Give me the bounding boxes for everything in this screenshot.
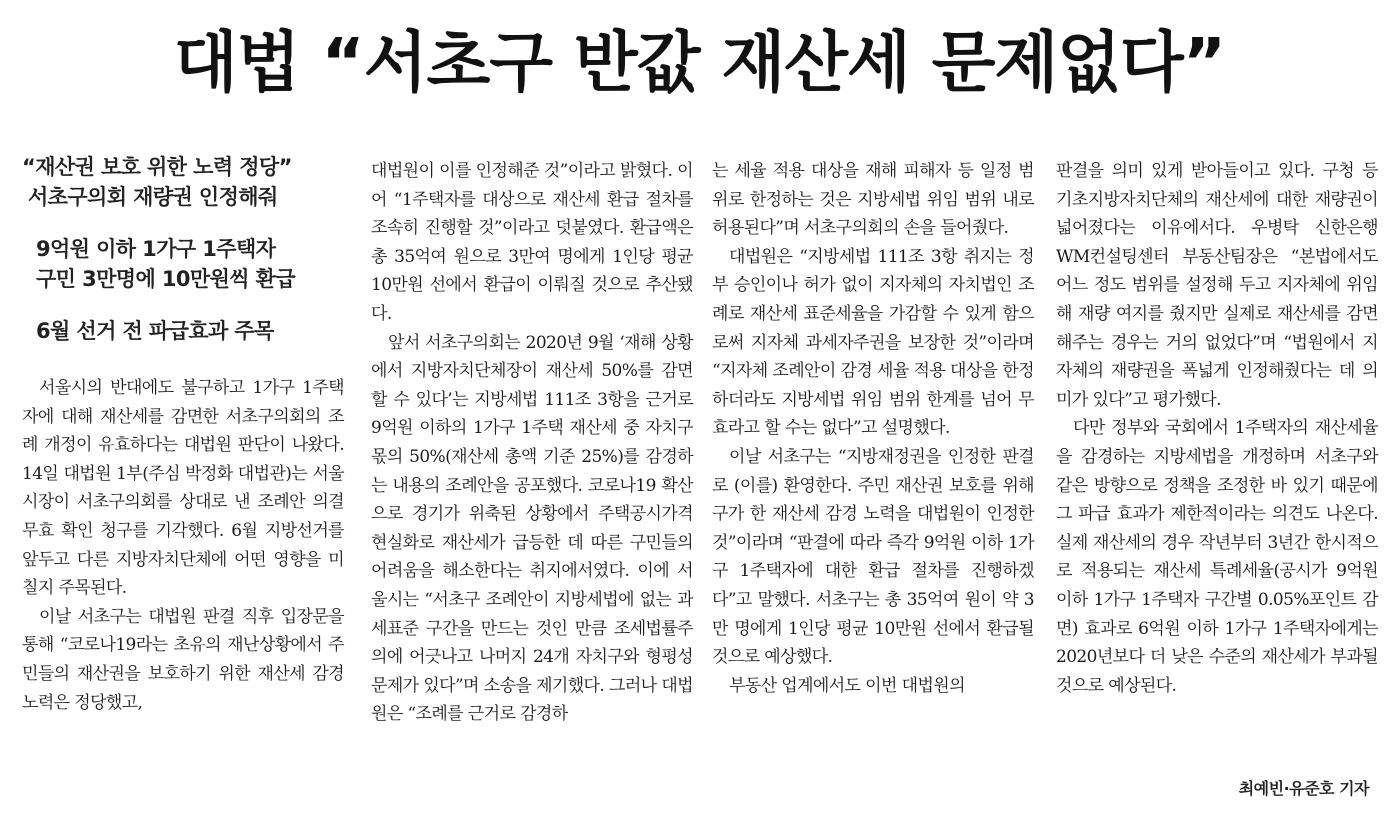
subheadline-1: “재산권 보호 위한 노력 정당” xyxy=(22,155,292,179)
paragraph: 서울시의 반대에도 불구하고 1가구 1주택자에 대해 재산세를 감면한 서초구의회의 조례 개정이 유효하다는 대법원 판단이 나왔다. 14일 대법원 1부(주심 박정화 대법관)는 서울시장이 서초구의회를 상대로 낸 조례안 의결 무효 확인 청구를 기각했다. 6월 지방선거를 앞두고 다른 지방자치단체에 어떤 영향을 미칠지 주목된다. xyxy=(22,378,344,599)
subheadline-5: 6월 선거 전 파급효과 주목 xyxy=(36,319,274,343)
subheadline-2: 서초구의회 재량권 인정해줘 xyxy=(28,185,278,209)
paragraph: 이날 서초구는 “지방재정권을 인정한 판결로 (이를) 환영한다. 주민 재산권 보호를 위해 구가 한 재산세 감경 노력을 대법원이 인정한 것”이라며 “판결에 따라 즉각 9억원 이하 1가구 1주택자에 대한 환급 절차를 진행하겠다”고 말했다. 서초구는 총 35억여 원이 약 3만 명에게 1인당 평균 10만원 선에서 환급될 것으로 예상했다. xyxy=(712,446,1034,668)
article-column-1 xyxy=(22,152,344,717)
paragraph: 다만 정부와 국회에서 1주택자의 재산세율을 감경하는 지방세법을 개정하며 서초구와 같은 방향으로 정책을 조정한 바 있기 때문에 그 파급 효과가 제한적이라는 의견도 나온다. 실제 재산세의 경우 작년부터 3년간 한시적으로 적용되는 재산세 특례세율(공시가 9억원 이하 1가구 1주택자 구간별 0.05%포인트 감면) 효과로 6억원 이하 1가구 1주택자에게는 2020년보다 더 낮은 수준의 재산세가 부과될 것으로 예상된다. xyxy=(1056,418,1378,696)
paragraph: 판결을 의미 있게 받아들이고 있다. 구청 등 기초지방자치단체의 재산세에 대한 재량권이 넓어졌다는 이유에서다. 우병탁 신한은행 WM컨설팅센터 부동산팀장은 “본법에서도 어느 정도 범위를 설정해 두고 지자체에 위임해 재량 여지를 줬지만 실제로 재산세를 감면해주는 경우는 거의 없었다”며 “법원에서 지자체의 재량권을 폭넓게 인정해줬다는 데 의미가 있다”고 평가했다. xyxy=(1056,161,1378,410)
article-column-4 xyxy=(1056,157,1378,700)
subheadlines xyxy=(22,152,344,346)
paragraph: 부동산 업계에서도 이번 대법원의 xyxy=(729,675,965,696)
subheadline-4: 구민 3만명에 10만원씩 환급 xyxy=(36,267,296,291)
article-column-3 xyxy=(712,157,1034,700)
paragraph: 대법원은 “지방세법 111조 3항 취지는 정부 승인이나 허가 없이 지자체의 자치법인 조례로 재산세 표준세율을 가감할 수 있게 함으로써 지자체 과세자주권을 보장한 것”이라며 “지자체 조례안이 감경 세율 적용 대상을 한정하더라도 지방세법 위임 범위 한계를 넘어 무효라고 할 수는 없다”고 설명했다. xyxy=(712,246,1034,439)
article-column-2 xyxy=(371,157,693,729)
paragraph: 는 세율 적용 대상을 재해 피해자 등 일정 범위로 한정하는 것은 지방세법 위임 범위 내로 허용된다”며 서초구의회의 손을 들어줬다. xyxy=(712,161,1034,239)
subheadline-3: 9억원 이하 1가구 1주택자 xyxy=(36,237,276,261)
paragraph: 앞서 서초구의회는 2020년 9월 ‘재해 상황에서 지방자치단체장이 재산세 50%를 감면할 수 있다’는 지방세법 111조 3항을 근거로 9억원 이하의 1가구 1주택 재산세 중 자치구 몫의 50%(재산세 총액 기준 25%)를 감경하는 내용의 조례안을 공포했다. 코로나19 확산으로 경기가 위축된 상황에서 주택공시가격 현실화로 재산세가 급등한 데 따른 구민들의 어려움을 해소한다는 취지에서였다. 이에 서울시는 “서초구 조례안이 지방세법에 없는 과세표준 구간을 만드는 것인 만큼 조세법률주의에 어긋나고 나머지 24개 자치구와 형평성 문제가 있다”며 소송을 제기했다. 그러나 대법원은 “조례를 근거로 감경하 xyxy=(371,332,693,725)
headline: 대법 “서초구 반값 재산세 문제없다” xyxy=(173,23,1226,101)
paragraph: 대법원이 이를 인정해준 것”이라고 밝혔다. 이어 “1주택자를 대상으로 재산세 환급 절차를 조속히 진행할 것”이라고 덧붙였다. 환급액은 총 35억여 원으로 3만여 명에게 1인당 평균 10만원 선에서 환급이 이뤄질 것으로 추산됐다. xyxy=(371,161,693,324)
paragraph: 이날 서초구는 대법원 판결 직후 입장문을 통해 “코로나19라는 초유의 재난상황에서 주민들의 재산권을 보호하기 위한 재산세 감경 노력은 정당했고, xyxy=(22,606,344,713)
byline: 최예빈·유준호 기자 xyxy=(1238,779,1369,798)
